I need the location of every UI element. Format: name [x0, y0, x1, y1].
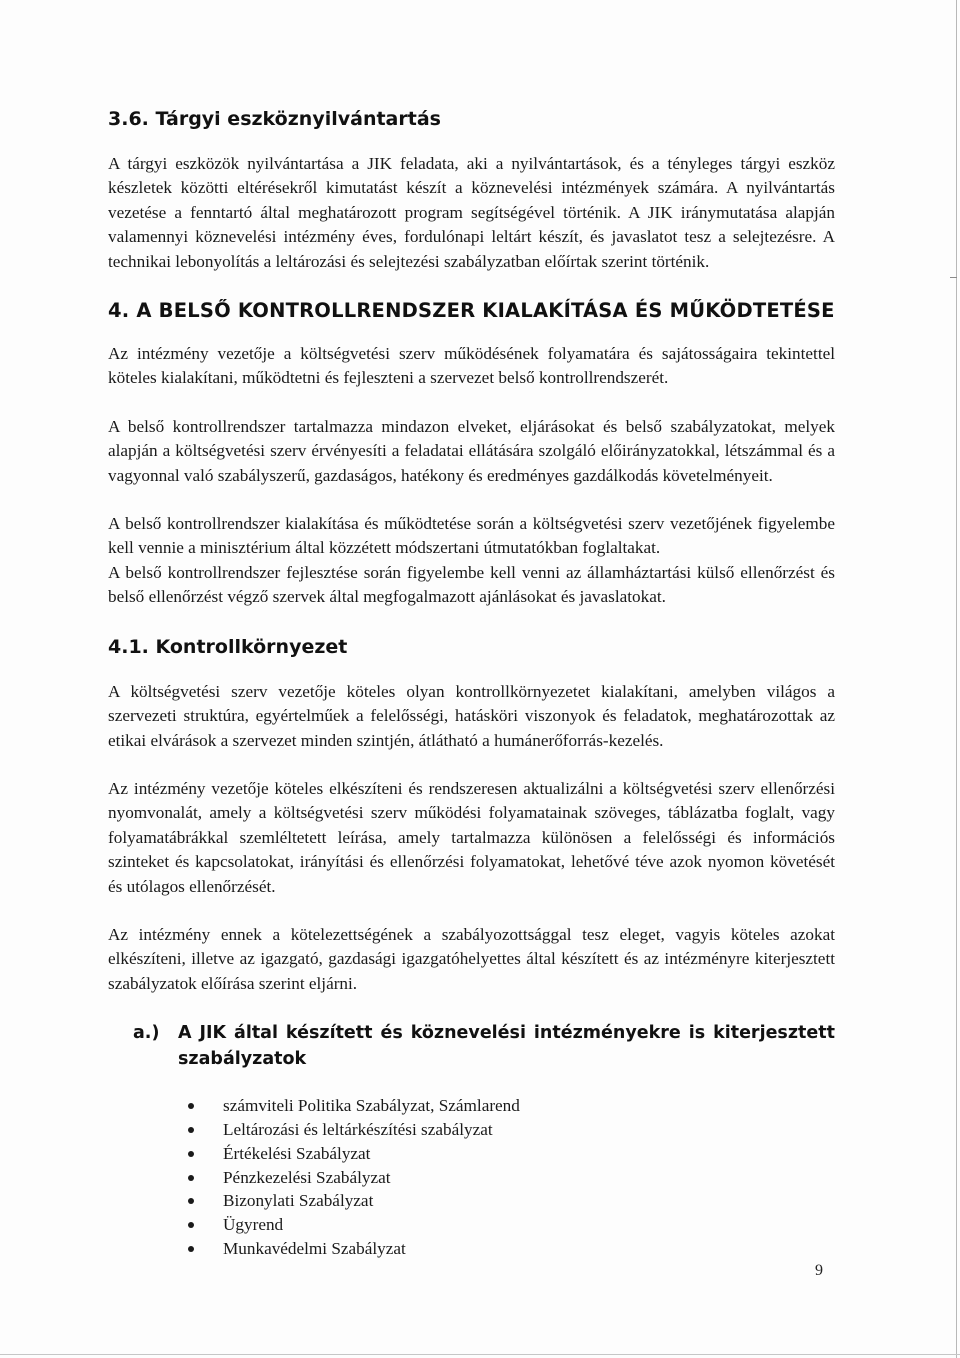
- scan-bottom-line: [0, 1354, 960, 1355]
- subsection-heading-a: [133, 1020, 835, 1072]
- list-item: [188, 1118, 835, 1142]
- paragraph: A költségvetési szerv vezetője köteles olyan kontrollkörnyezetet kialakítani, amelyben világos a szervezeti struktúra, egyértelműek a felelősségi, hatásköri viszonyok és feladatok, meghatározottak az etikai elvárások a szervezet minden szintjén, átlátható a humánerőforrás-kezelés.: [108, 681, 835, 750]
- page-number: 9: [815, 1262, 823, 1279]
- scan-edge-line: [956, 0, 957, 1358]
- paragraph: Az intézmény vezetője a költségvetési szerv működésének folyamatára és sajátosságaira tekintettel köteles kialakítani, működtetni és fejleszteni a szervezet belső kontrollrendszerét.: [108, 344, 835, 388]
- paragraph: A tárgyi eszközök nyilvántartása a JIK feladata, aki a nyilvántartások, és a tényleges tárgyi eszköz készletek közötti eltérésekről kimutatást készít a köznevelési intézmények számára. A nyilvántartás vezetése a fenntartó által meghatározott program segítségével történik. A JIK iránymutatása alapján valamennyi köznevelési intézmény éves, fordulónapi leltárt készít, és javaslatot tesz a selejtezésre. A technikai lebonyolítás a leltározási és selejtezési szabályzatban előírtak szerint történik.: [108, 154, 835, 271]
- list-item-text: Értékelési Szabályzat: [223, 1143, 371, 1163]
- bullet-icon: [188, 1222, 194, 1228]
- regulations-list: [108, 1094, 835, 1261]
- list-item: [188, 1213, 835, 1237]
- page-content: [108, 106, 835, 1261]
- section-heading-4: 4. A BELSŐ KONTROLLRENDSZER KIALAKÍTÁSA ÉS MŰKÖDTETÉSE: [108, 299, 835, 323]
- paragraph: A belső kontrollrendszer tartalmazza mindazon elveket, eljárásokat és belső szabályzatokat, melyek alapján a költségvetési szerv érvényesíti a feladatai ellátására szolgáló előirányzatokkal, létszámmal és a vagyonnal való szabályszerű, gazdaságos, hatékony és eredményes gazdálkodás követelményeit.: [108, 416, 835, 485]
- list-item: [188, 1166, 835, 1190]
- list-item-text: Ügyrend: [223, 1215, 284, 1235]
- paragraph: A belső kontrollrendszer fejlesztése során figyelembe kell venni az államháztartási külső ellenőrzést és belső ellenőrzést végző szervek által megfogalmazott ajánlásokat és javaslatokat.: [108, 562, 835, 607]
- paragraph: Az intézmény ennek a kötelezettségének a szabályozottsággal tesz eleget, vagyis köteles azokat elkészíteni, illetve az igazgató, gazdasági igazgatóhelyettes által készített és az intézményre kiterjesztett szabályzatok előírása szerint eljárni.: [108, 924, 835, 993]
- list-item-text: számviteli Politika Szabályzat, Számlarend: [223, 1096, 520, 1116]
- list-item-text: Pénzkezelési Szabályzat: [223, 1167, 391, 1187]
- scan-edge-tick: [950, 277, 957, 278]
- list-item-text: Bizonylati Szabályzat: [223, 1191, 374, 1211]
- bullet-icon: [188, 1127, 194, 1133]
- bullet-icon: [188, 1175, 194, 1181]
- list-item: [188, 1142, 835, 1166]
- subsection-marker: a.): [133, 1023, 160, 1044]
- list-item: [188, 1237, 835, 1261]
- list-item: [188, 1094, 835, 1118]
- list-item: [188, 1189, 835, 1213]
- paragraph: Az intézmény vezetője köteles elkészíteni és rendszeresen aktualizálni a költségvetési szerv ellenőrzési nyomvonalát, amely a költségvetési szerv működési folyamatainak szöveges, táblázatba foglalt, vagy folyamatábrákkal szemléltetett leírása, amely tartalmazza különösen a felelősségi és információs szinteket és kapcsolatokat, irányítási és ellenőrzési folyamatokat, lehetővé téve azok nyomon követését és utólagos ellenőrzését.: [108, 778, 835, 896]
- list-item-text: Munkavédelmi Szabályzat: [223, 1238, 406, 1258]
- bullet-icon: [188, 1198, 194, 1204]
- bullet-icon: [188, 1103, 194, 1109]
- section-heading-3-6: 3.6. Tárgyi eszköznyilvántartás: [108, 108, 441, 130]
- subsection-title: A JIK által készített és köznevelési intézményekre is kiterjesztett szabályzatok: [178, 1023, 835, 1070]
- list-item-text: Leltározási és leltárkészítési szabályzat: [223, 1119, 493, 1139]
- bullet-icon: [188, 1151, 194, 1157]
- bullet-icon: [188, 1246, 194, 1252]
- paragraph: A belső kontrollrendszer kialakítása és működtetése során a költségvetési szerv vezetőjének figyelembe kell vennie a minisztérium által közzétett módszertani útmutatókban foglaltakat.: [108, 514, 835, 558]
- section-heading-4-1: 4.1. Kontrollkörnyezet: [108, 635, 348, 658]
